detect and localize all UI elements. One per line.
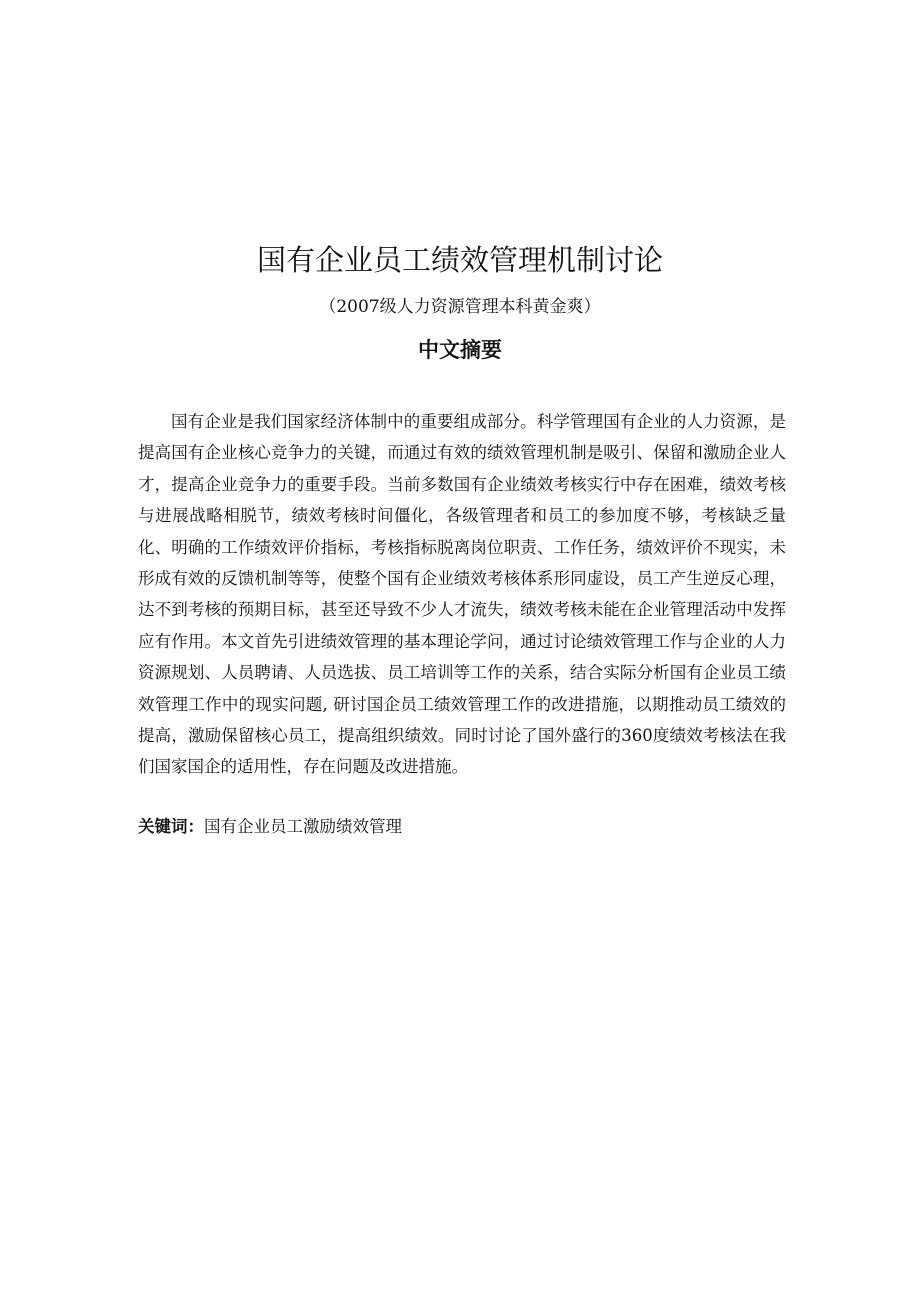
- keywords-line: [138, 813, 786, 837]
- author-line: （2007级人力资源管理本科黄金爽）: [319, 297, 601, 317]
- document-title: 国有企业员工绩效管理机制讨论: [256, 243, 663, 277]
- abstract-heading: 中文摘要: [418, 338, 502, 362]
- keywords-value: 国有企业员工激励绩效管理: [204, 817, 402, 836]
- keywords-label: 关键词：: [138, 817, 204, 836]
- abstract-body: 国有企业是我们国家经济体制中的重要组成部分。科学管理国有企业的人力资源，是提高国有企业核心竞争力的关键，而通过有效的绩效管理机制是吸引、保留和激励企业人才，提高企业竞争力的重要手段。当前多数国有企业绩效考核实行中存在困难，绩效考核与进展战略相脱节，绩效考核时间僵化，各级管理者和员工的参加度不够，考核缺乏量化、明确的工作绩效评价指标，考核指标脱离岗位职责、工作任务，绩效评价不现实，未形成有效的反馈机制等等，使整个国有企业绩效考核体系形同虚设，员工产生逆反心理，达不到考核的预期目标，甚至还导致不少人才流失，绩效考核未能在企业管理活动中发挥应有作用。本文首先引进绩效管理的基本理论学问，通过讨论绩效管理工作与企业的人力资源规划、人员聘请、人员选拔、员工培训等工作的关系，结合实际分析国有企业员工绩效管理工作中的现实问题, 研讨国企员工绩效管理工作的改进措施，以期推动员工绩效的提高，激励保留核心员工，提高组织绩效。同时讨论了国外盛行的360度绩效考核法在我们国家国企的适用性，存在问题及改进措施。: [138, 412, 786, 777]
